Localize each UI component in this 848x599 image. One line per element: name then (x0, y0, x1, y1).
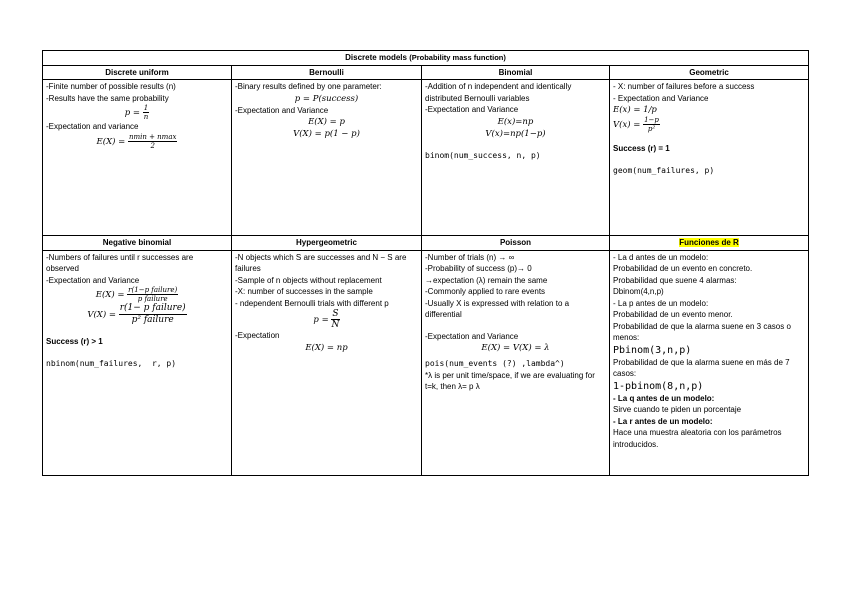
cell-hypergeometric (232, 250, 422, 475)
binomial-r-code: binom(num_success, n, p) (425, 150, 541, 160)
binomial-line-2: -Expectation and Variance (425, 105, 519, 114)
bernoulli-line-1: -Binary results defined by one parameter: (235, 82, 382, 91)
hyper-line-1: -N objects which S are successes and N − S are failures (235, 252, 407, 273)
hyper-line-5: -Expectation (235, 331, 280, 340)
binomial-line-1: -Addition of n independent and identically distributed Bernoulli variables (425, 82, 572, 103)
binomial-formula-variance: V(x)=np(1−p) (485, 128, 546, 139)
rfunc-code-1-pbinom: 1-pbinom(8,n,p) (613, 380, 704, 392)
rfunc-line-10: Sirve cuando te piden un porcentaje (613, 405, 742, 414)
binomial-formula-expectation: E(x)=np (497, 116, 534, 127)
bernoulli-line-2: -Expectation and Variance (235, 105, 329, 115)
discrete-models-table (42, 50, 809, 476)
poisson-r-code: pois(num_events (?) ,lambda^) (425, 359, 565, 368)
table-title (43, 51, 809, 66)
header-negative-binomial: Negative binomial (43, 236, 232, 251)
cell-poisson (422, 250, 610, 475)
uniform-formula-p: p = $\frac{1}{n}$ (124, 104, 149, 121)
poisson-line-2: -Probability of success (p)→ 0 (425, 264, 532, 273)
rfunc-line-7: Probabilidad de que la alarma suene en 3 casos o menos: (613, 321, 791, 342)
negbinom-r-code: nbinom(num_failures, r, p) (46, 358, 177, 368)
cell-binomial (422, 80, 610, 236)
cell-geometric (610, 80, 809, 236)
rfunc-line-2: Probabilidad de un evento en concreto. (613, 264, 753, 273)
uniform-line-3: -Expectation and variance (46, 122, 139, 131)
hyper-line-4: - ndependent Bernoulli trials with different p (235, 298, 389, 308)
negbinom-line-2: -Expectation and Variance (46, 275, 140, 285)
rfunc-line-8: Probabilidad de que la alarma suene en más de 7 casos: (613, 357, 790, 378)
negbinom-line-1: -Numbers of failures until r successes are observed (46, 252, 194, 273)
cell-negative-binomial (43, 250, 232, 475)
header-binomial: Binomial (422, 65, 610, 80)
title-subtitle: (Probability mass function) (409, 53, 506, 62)
hyper-formula-expectation: E(X) = np (305, 342, 348, 353)
geometric-line-1: - X: number of failures before a success (613, 82, 755, 91)
cell-funciones-de-r (610, 250, 809, 475)
poisson-line-4: -Commonly applied to rare events (425, 287, 546, 296)
bernoulli-formula-expectation: E(X) = p (308, 117, 345, 127)
rfunc-line-12: Hace una muestra aleatoria con los parámetros introducidos. (613, 428, 782, 449)
poisson-line-6: -Expectation and Variance (425, 331, 519, 341)
header-hypergeometric: Hypergeometric (232, 236, 422, 251)
uniform-formula-expectation: E(X) = $\frac{nmin + nmax}{2}$ (96, 132, 177, 150)
rfunc-code-pbinom: Pbinom(3,n,p) (613, 344, 692, 356)
uniform-line-2: -Results have the same probability (46, 93, 169, 103)
hyper-line-2: -Sample of n objects without replacement (235, 275, 382, 285)
rfunc-line-4: Dbinom(4,n,p) (613, 287, 664, 296)
rfunc-line-6: Probabilidad de un evento menor. (613, 310, 733, 319)
poisson-line-1: -Number of trials (n) → ∞ (425, 252, 515, 262)
poisson-line-3: →expectation (λ) remain the same (425, 275, 548, 285)
title-text: Discrete models (345, 53, 407, 62)
header-funciones-de-r (610, 236, 809, 251)
rfunc-line-3: Probabilidad que suene 4 alarmas: (613, 275, 737, 285)
poisson-line-5: -Usually X is expressed with relation to a differential (425, 298, 570, 319)
geometric-line-2: - Expectation and Variance (613, 93, 709, 103)
header-geometric: Geometric (610, 65, 809, 80)
hyper-line-3: -X: number of successes in the sample (235, 287, 373, 296)
header-bernoulli: Bernoulli (232, 65, 422, 80)
rfunc-line-9: - La q antes de un modelo: (613, 393, 715, 403)
cell-bernoulli (232, 80, 422, 236)
uniform-line-1: -Finite number of possible results (n) (46, 82, 176, 91)
geometric-formula-expectation: E(x) = 1/p (613, 105, 657, 115)
bernoulli-formula-variance: V(X) = p(1 − p) (293, 129, 360, 139)
header-discrete-uniform: Discrete uniform (43, 65, 232, 80)
bernoulli-formula-p: p = P(success) (294, 93, 359, 104)
header-poisson: Poisson (422, 236, 610, 251)
geometric-success-note: Success (r) = 1 (613, 144, 670, 153)
negbinom-formula-variance: V(X) = $\frac{\text{r(1− p failure)}}{\text{p² failure}}$ (87, 303, 186, 325)
rfunc-line-1: - La d antes de un modelo: (613, 252, 709, 262)
geometric-formula-variance: V(x) = $\frac{1-p}{\text{p²}}$ (613, 116, 659, 133)
poisson-note: *λ is per unit time/space, if we are evaluating for t=k, then λ= p λ (425, 370, 595, 391)
hyper-formula-p: p = $\frac{S}{N}$ (313, 309, 340, 330)
geometric-r-code: geom(num_failures, p) (613, 165, 715, 175)
poisson-formula: E(X) = V(X) = λ (481, 343, 550, 353)
negbinom-formula-expectation: E(X) = $\frac{\text{r(1−p failure)}}{\text{p failure}}$ (95, 286, 178, 303)
funciones-highlight: Funciones de R (679, 238, 739, 247)
negbinom-success-note: Success (r) > 1 (46, 337, 103, 346)
rfunc-line-5: - La p antes de un modelo: (613, 298, 709, 308)
cell-discrete-uniform (43, 80, 232, 236)
rfunc-line-11: - La r antes de un modelo: (613, 416, 713, 426)
